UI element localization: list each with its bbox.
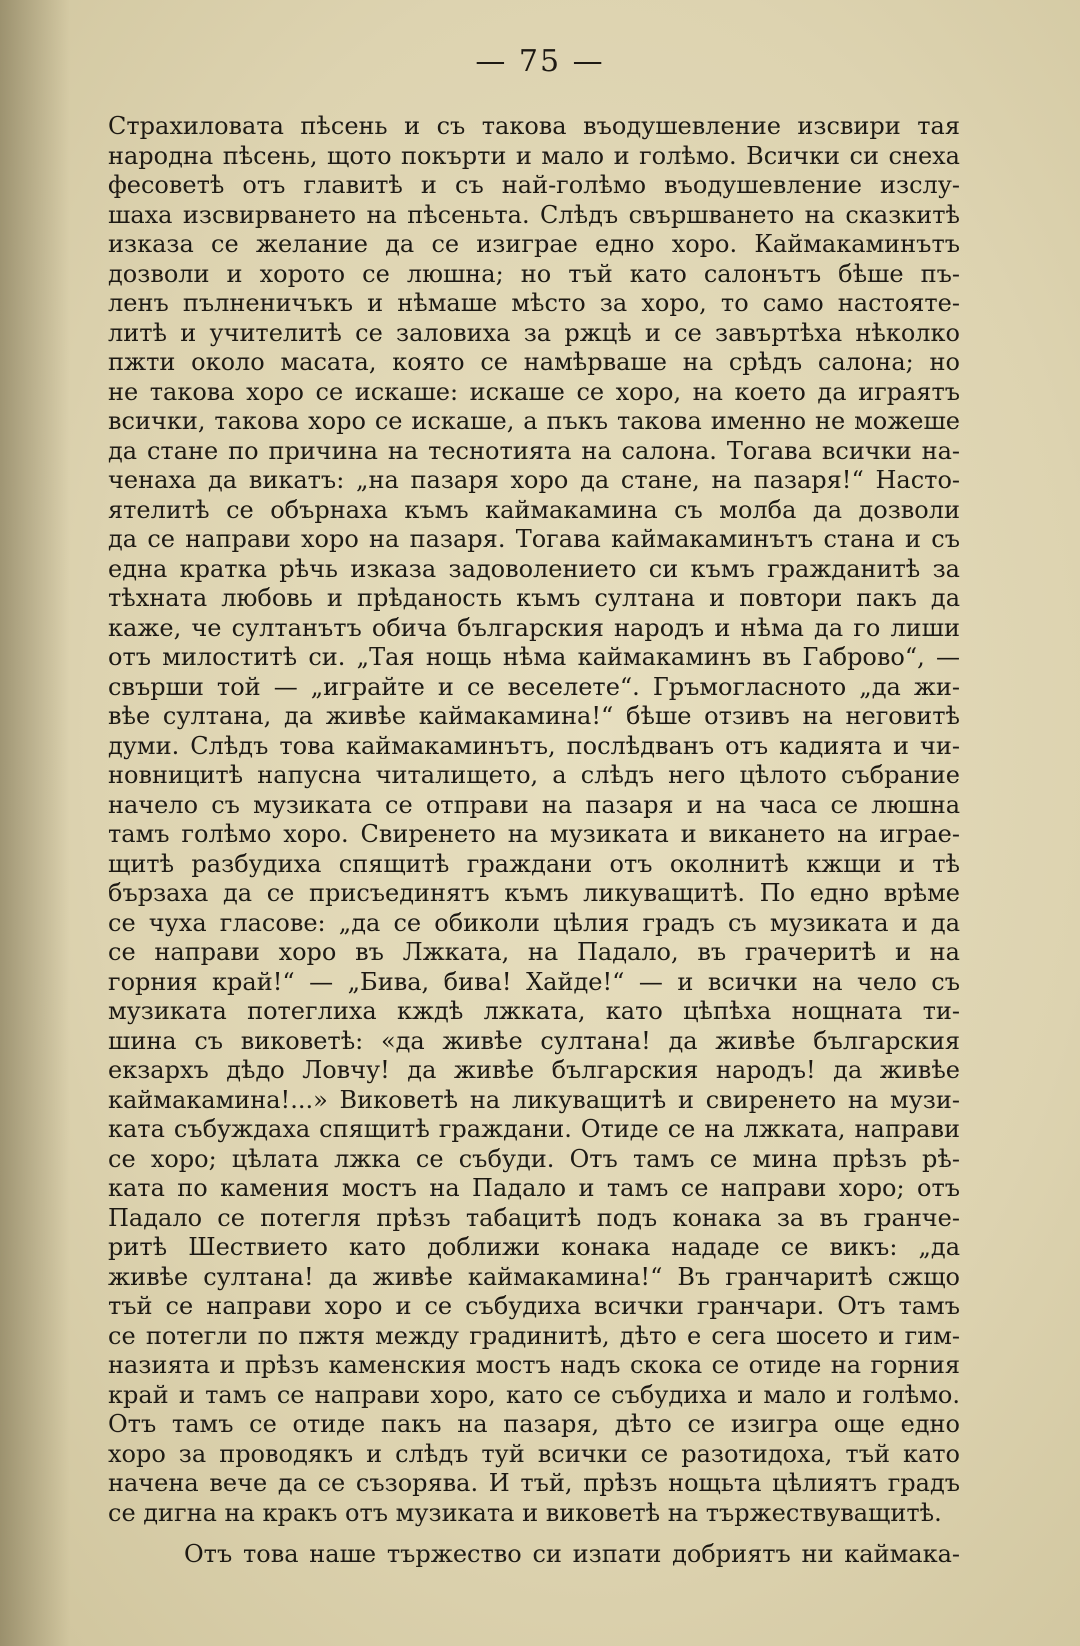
text-line: се потегли по пжтя между градинитѣ, дѣто е сега шосето и гим- <box>108 1321 960 1350</box>
text-line: се дигна на кракъ отъ музиката и виковетѣ на тържествуващитѣ. <box>108 1498 942 1527</box>
text-line: ченаха да викатъ: „на пазаря хоро да стане, на пазаря!“ Насто- <box>108 466 960 494</box>
text-line: начело съ музиката се отправи на пазаря и на часа се люшна <box>108 790 960 819</box>
text-line: дозволи и хорото се люшна; но тъй като салонътъ бѣше пъ- <box>108 259 960 288</box>
text-line: свърши той — „играйте и се веселете“. Гръмогласното „да жи- <box>108 672 960 701</box>
text-line: Отъ това наше тържество си изпати добриятъ ни каймака- <box>184 1540 960 1568</box>
text-line: да стане по причина на теснотията на салона. Тогава всички на- <box>108 436 960 465</box>
text-line: не такова хоро се искаше: искаше се хоро, на което да играятъ <box>108 377 960 406</box>
text-line: бързаха да се присъединятъ къмъ ликуващитѣ. По едно врѣме <box>108 879 960 907</box>
text-line: пжти около масата, която се намѣрваше на срѣдъ салона; но <box>108 348 960 376</box>
text-line: отъ милоститѣ си. „Тая нощь нѣма каймакаминъ въ Габрово“, — <box>108 643 960 671</box>
text-line: горния край!“ — „Бива, бива! Хайде!“ — и всички на чело съ <box>108 967 960 996</box>
text-line: начена вече да се съзорява. И тъй, прѣзъ нощьта цѣлиятъ градъ <box>108 1469 960 1497</box>
text-line: щитѣ разбудиха спящитѣ граждани отъ околнитѣ кжщи и тѣ <box>108 849 960 878</box>
text-line: шаха изсвирването на пѣсеньта. Слѣдъ свършването на сказкитѣ <box>108 200 960 229</box>
text-line: Падало се потегля прѣзъ табацитѣ подъ конака за въ гранче- <box>108 1203 960 1232</box>
text-line: се направи хоро въ Лжката, на Падало, въ грачеритѣ и на <box>108 938 960 966</box>
text-line: ката събуждаха спящитѣ граждани. Отиде се на лжката, направи <box>108 1115 960 1143</box>
text-line: назията и прѣзъ каменския мостъ надъ скока се отиде на горния <box>108 1351 960 1379</box>
text-line: тамъ голѣмо хоро. Свиренето на музиката и виканeто на играе- <box>108 820 960 848</box>
text-line: музиката потеглиха кждѣ лжката, като цѣпѣха нощната ти- <box>108 997 960 1025</box>
text-line: ленъ пълненичъкъ и нѣмаше мѣсто за хоро, то само настояте- <box>108 289 960 317</box>
text-line: тъй се направи хоро и се събудиха всички гранчари. Отъ тамъ <box>108 1292 960 1320</box>
text-line: шина съ виковетѣ: «да живѣе султана! да живѣе българския <box>108 1026 960 1055</box>
text-line: ятелитѣ се обърнаха къмъ каймакамина съ молба да дозволи <box>108 495 960 524</box>
text-line: екзархъ дѣдо Ловчу! да живѣе българския народъ! да живѣе <box>108 1056 960 1084</box>
text-line: една кратка рѣчь изказа задоволението си къмъ гражданитѣ за <box>108 554 960 583</box>
text-line: думи. Слѣдъ това каймакаминътъ, послѣдванъ отъ кадията и чи- <box>108 731 960 760</box>
page-gutter-shadow <box>0 0 70 1646</box>
text-line: ритѣ Шествието като доближи конака нададе се викъ: „да <box>108 1233 960 1261</box>
text-line: литѣ и учителитѣ се заловиха за ржцѣ и се завъртѣха нѣколко <box>108 318 960 347</box>
text-line: тѣхната любовь и прѣданость къмъ султана и повтори пакъ да <box>108 584 960 612</box>
text-line: фесоветѣ отъ главитѣ и съ най-голѣмо въодушевление изслу- <box>108 171 960 199</box>
text-line: новницитѣ напусна читалището, а слѣдъ него цѣлото събрание <box>108 761 960 789</box>
paragraph-spacer <box>108 1528 960 1540</box>
text-line: Страхиловата пѣсень и съ такова въодушевление изсвири тая <box>108 112 960 140</box>
text-line: изказа се желание да се изиграе едно хоро. Каймакаминътъ <box>108 230 960 258</box>
page-number: — 75 — <box>475 44 605 79</box>
text-line: хоро за проводякъ и слѣдъ туй всички се разотидоха, тъй като <box>108 1439 960 1468</box>
text-line: да се направи хоро на пазаря. Тогава каймакаминътъ стана и съ <box>108 525 960 553</box>
text-line: край и тамъ се направи хоро, като се събудиха и мало и голѣмо. <box>108 1380 960 1409</box>
text-line: каймакамина!...» Виковетѣ на ликуващитѣ и свиренето на музи- <box>108 1085 960 1114</box>
text-line: се хоро; цѣлата лжка се събуди. Отъ тамъ се мина прѣзъ рѣ- <box>108 1144 960 1173</box>
text-line: каже, че султанътъ обича българския народъ и нѣма да го лиши <box>108 613 960 642</box>
text-line: всички, такова хоро се искаше, а пъкъ такова именно не можеше <box>108 407 960 435</box>
text-line: ката по камения мостъ на Падало и тамъ се направи хоро; отъ <box>108 1174 960 1202</box>
text-line: се чуха гласове: „да се обиколи цѣлия градъ съ музиката и да <box>108 908 960 937</box>
text-line: вѣе султана, да живѣе каймакамина!“ бѣше отзивъ на неговитѣ <box>108 702 960 730</box>
text-line: Отъ тамъ се отиде пакъ на пазаря, дѣто се изигра още едно <box>108 1410 960 1438</box>
body-text <box>108 112 960 1570</box>
text-line: живѣе султана! да живѣе каймакамина!“ Въ гранчаритѣ сжщо <box>108 1262 960 1291</box>
text-line: народна пѣсень, щото покърти и мало и голѣмо. Всички си снеха <box>108 141 960 170</box>
